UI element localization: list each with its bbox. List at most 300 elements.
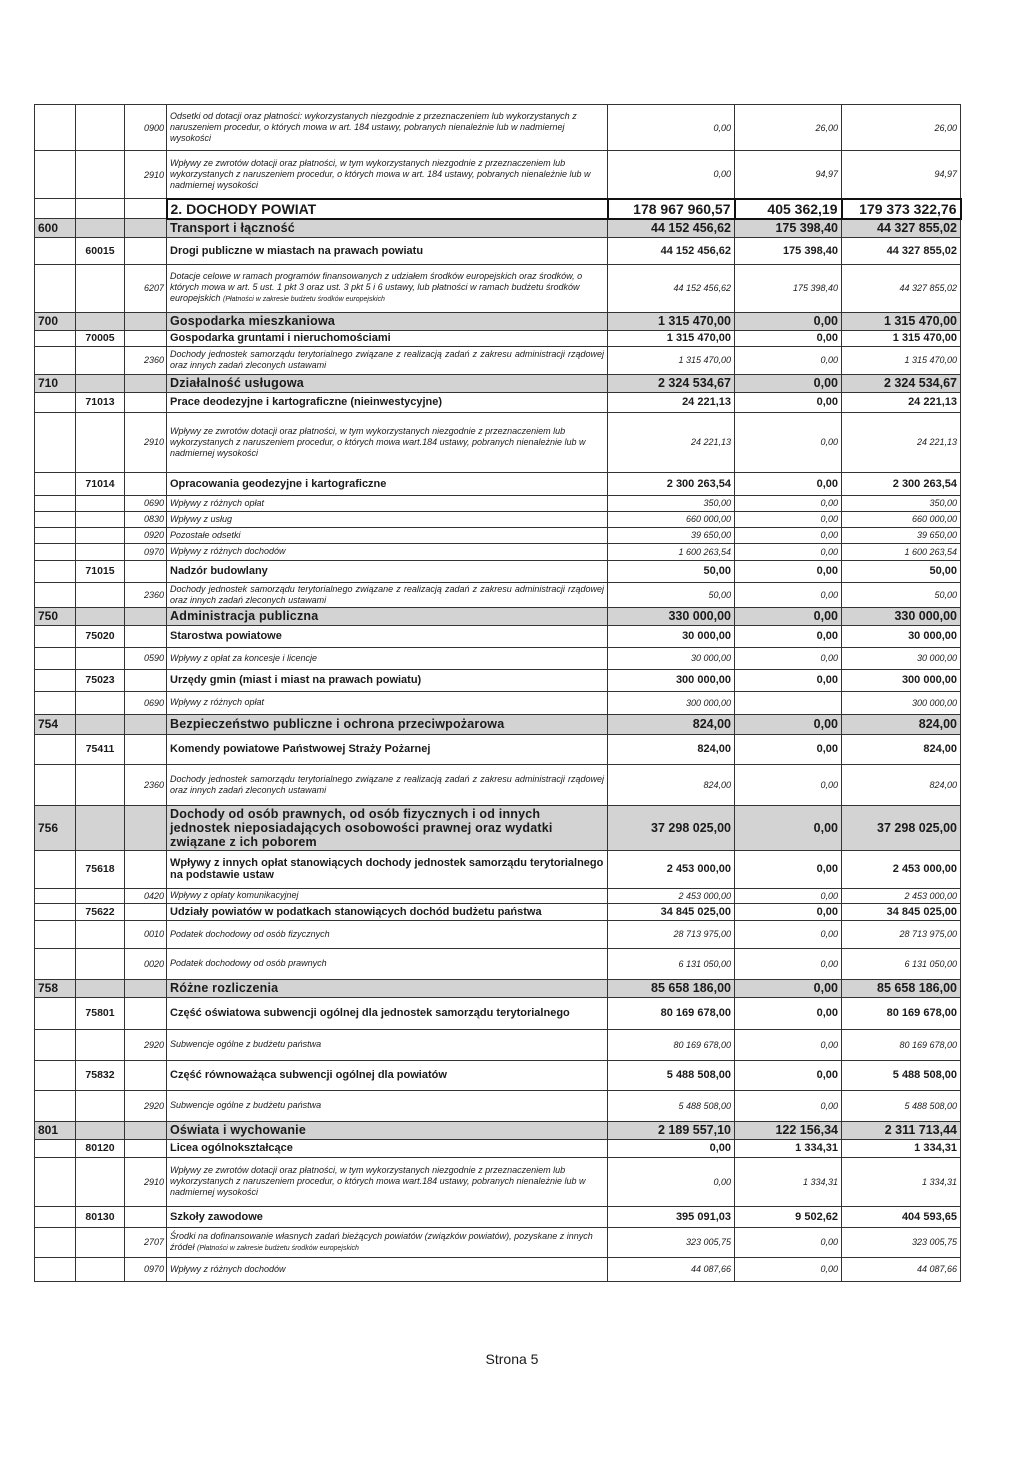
dzial-code [35, 312, 76, 330]
item-name [167, 1139, 608, 1157]
rozdzial-code-text: 75622 [85, 905, 115, 918]
paragraf-code-text: 2360 [143, 355, 164, 365]
dzial-code [35, 392, 76, 412]
after-change-value [842, 920, 961, 948]
change-value-text: 405 362,19 [767, 200, 838, 217]
plan-value-text: 1 315 470,00 [678, 355, 731, 365]
dzial-code [35, 669, 76, 691]
rozdzial-code [76, 511, 125, 527]
item-name-text: Wpływy z różnych opłat [170, 697, 265, 707]
item-name [167, 979, 608, 997]
rozdzial-code [76, 1060, 125, 1090]
change-value-text: 0,00 [816, 332, 838, 344]
change-value [735, 374, 842, 392]
paragraf-code [125, 625, 167, 647]
paragraf-code-text: 0020 [143, 958, 164, 969]
change-value [735, 714, 842, 734]
paragraf-code-text: 0590 [143, 653, 164, 663]
rozdzial-code [76, 888, 125, 903]
change-value-text: 9 502,62 [795, 1210, 838, 1223]
after-change-value [842, 607, 961, 625]
item-name [167, 392, 608, 412]
plan-value-text: 85 658 186,00 [651, 981, 731, 995]
item-name [167, 219, 608, 238]
plan-value [608, 948, 735, 979]
dzial-code [35, 346, 76, 374]
dzial-code [35, 412, 76, 472]
change-value-text: 0,00 [820, 589, 838, 600]
change-value [735, 920, 842, 948]
dzial-row [35, 312, 961, 330]
rozdzial-row [35, 669, 961, 691]
paragraf-row [35, 920, 961, 948]
plan-value-text: 2 189 557,10 [658, 1123, 731, 1137]
change-value-text: 0,00 [813, 717, 838, 731]
budget-document [34, 104, 957, 1282]
plan-value [608, 1060, 735, 1090]
change-value-text: 0,00 [816, 743, 838, 755]
budget-table [34, 104, 962, 1282]
after-change-value [842, 979, 961, 997]
after-change-value-text: 44 087,66 [916, 1264, 957, 1274]
change-value [735, 1060, 842, 1090]
rozdzial-code [76, 625, 125, 647]
change-value-text: 175 398,40 [782, 244, 838, 257]
change-value [735, 607, 842, 625]
plan-value [608, 669, 735, 691]
plan-value-text: 824,00 [692, 717, 731, 731]
paragraf-code [125, 151, 167, 199]
dzial-row [35, 805, 961, 850]
plan-value-text: 39 650,00 [690, 530, 731, 540]
paragraf-code-text: 0420 [143, 890, 164, 901]
dzial-code [35, 1227, 76, 1257]
paragraf-code [125, 1090, 167, 1121]
paragraf-code [125, 607, 167, 625]
plan-value [608, 1090, 735, 1121]
dzial-code [35, 903, 76, 920]
item-name-text: Opracowania geodezyjne i kartograficzne [170, 477, 387, 490]
after-change-value-text: 824,00 [923, 743, 957, 755]
after-change-value [842, 888, 961, 903]
rozdzial-row [35, 1206, 961, 1227]
plan-value-text: 178 967 960,57 [633, 200, 731, 217]
dzial-code-text: 710 [38, 376, 59, 390]
rozdzial-code [76, 495, 125, 511]
after-change-value-text: 1 600 263,54 [904, 546, 957, 557]
paragraf-row [35, 764, 961, 805]
item-name [167, 1090, 608, 1121]
dzial-row [35, 1121, 961, 1139]
rozdzial-code-text: 75801 [85, 1007, 115, 1019]
rozdzial-code [76, 850, 125, 888]
plan-value-text: 80 169 678,00 [660, 1007, 731, 1019]
change-value-text: 26,00 [815, 122, 838, 133]
rozdzial-code [76, 264, 125, 312]
after-change-value-text: 44 327 855,02 [877, 221, 957, 235]
change-value [735, 1227, 842, 1257]
after-change-value-text: 300 000,00 [901, 674, 957, 686]
change-value-text: 0,00 [813, 314, 838, 328]
item-name-text: Dochody jednostek samorządu terytorialnego związane z realizacją zadań z zakresu administracji rządowej oraz innych zadań zleconych ustawami [170, 349, 604, 370]
item-name [167, 607, 608, 625]
after-change-value [842, 582, 961, 607]
after-change-value [842, 997, 961, 1029]
rozdzial-code-text: 80130 [85, 1210, 115, 1223]
item-name-note: (Płatności w zakresie budżetu środków europejskich [223, 296, 385, 303]
paragraf-row [35, 691, 961, 714]
plan-value [608, 1227, 735, 1257]
plan-value-text: 395 091,03 [675, 1210, 731, 1223]
plan-value-text: 50,00 [708, 589, 731, 600]
dzial-code [35, 1090, 76, 1121]
item-name [167, 237, 608, 264]
item-name-text: Podatek dochodowy od osób prawnych [170, 958, 327, 968]
paragraf-code-text: 0920 [143, 530, 164, 540]
plan-value [608, 647, 735, 669]
change-value [735, 888, 842, 903]
rozdzial-code [76, 948, 125, 979]
after-change-value-text: 44 327 855,02 [886, 244, 957, 257]
plan-value [608, 625, 735, 647]
rozdzial-code [76, 669, 125, 691]
after-change-value-text: 350,00 [929, 498, 957, 508]
plan-value [608, 151, 735, 199]
plan-value-text: 30 000,00 [682, 630, 731, 642]
plan-value-text: 0,00 [713, 169, 731, 180]
paragraf-code [125, 219, 167, 238]
dzial-code [35, 511, 76, 527]
paragraf-code [125, 527, 167, 543]
paragraf-code [125, 392, 167, 412]
change-value-text: 0,00 [813, 609, 838, 623]
after-change-value [842, 151, 961, 199]
item-name-text: Część równoważąca subwencji ogólnej dla powiatów [170, 1069, 447, 1081]
plan-value [608, 997, 735, 1029]
plan-value-text: 44 152 456,62 [651, 221, 731, 235]
paragraf-row [35, 543, 961, 560]
paragraf-row [35, 647, 961, 669]
item-name-text: Wpływy z opłaty komunikacyjnej [170, 890, 299, 900]
item-name-text: Administracja publiczna [170, 609, 319, 623]
plan-value [608, 237, 735, 264]
item-name-text: Dotacje celowe w ramach programów finansowanych z udziałem środków europejskich oraz środków, o których mowa w art. 5 ust. 1 pkt 3 oraz ust. 3 pkt 5 i 6 ustawy, lub płatności w ramach budżetu środków europejskich [170, 271, 583, 303]
dzial-code [35, 330, 76, 346]
rozdzial-code [76, 764, 125, 805]
rozdzial-row [35, 903, 961, 920]
change-value-text: 0,00 [820, 546, 838, 557]
change-value-text: 0,00 [816, 1007, 838, 1019]
after-change-value [842, 1206, 961, 1227]
change-value-text: 122 156,34 [775, 1123, 838, 1137]
after-change-value [842, 543, 961, 560]
rozdzial-code [76, 346, 125, 374]
rozdzial-code [76, 1206, 125, 1227]
after-change-value [842, 850, 961, 888]
after-change-value [842, 495, 961, 511]
rozdzial-code [76, 1157, 125, 1206]
change-value-text: 0,00 [816, 630, 838, 642]
after-change-value-text: 2 311 713,44 [884, 1123, 957, 1137]
rozdzial-row [35, 560, 961, 582]
paragraf-code [125, 734, 167, 764]
item-name [167, 374, 608, 392]
change-value-text: 0,00 [820, 530, 838, 540]
dzial-code-text: 758 [38, 981, 59, 995]
plan-value-text: 34 845 025,00 [660, 905, 731, 918]
dzial-code-text: 750 [38, 609, 59, 623]
change-value [735, 527, 842, 543]
item-name-text: Bezpieczeństwo publiczne i ochrona przeciwpożarowa [170, 717, 505, 731]
change-value-text: 0,00 [820, 779, 838, 790]
change-value-text: 0,00 [820, 929, 838, 939]
paragraf-code [125, 647, 167, 669]
change-value [735, 734, 842, 764]
rozdzial-code-text: 75020 [85, 630, 115, 642]
after-change-value [842, 647, 961, 669]
change-value [735, 997, 842, 1029]
plan-value [608, 979, 735, 997]
item-name [167, 903, 608, 920]
paragraf-row [35, 412, 961, 472]
change-value [735, 560, 842, 582]
plan-value-text: 44 152 456,62 [673, 283, 731, 293]
plan-value [608, 346, 735, 374]
change-value [735, 805, 842, 850]
change-value [735, 1139, 842, 1157]
rozdzial-code-text: 75023 [85, 674, 115, 686]
after-change-value [842, 948, 961, 979]
paragraf-code [125, 1257, 167, 1281]
item-name-text: Subwencje ogólne z budżetu państwa [170, 1100, 322, 1110]
rozdzial-code [76, 714, 125, 734]
dzial-code [35, 1139, 76, 1157]
plan-value [608, 199, 735, 219]
dzial-code [35, 1121, 76, 1139]
change-value-text: 0,00 [820, 437, 838, 447]
change-value [735, 1029, 842, 1060]
after-change-value [842, 264, 961, 312]
rozdzial-code [76, 920, 125, 948]
item-name [167, 1060, 608, 1090]
change-value-text: 0,00 [820, 355, 838, 365]
after-change-value-text: 39 650,00 [916, 530, 957, 540]
change-value-text: 0,00 [816, 396, 838, 408]
dzial-code-text: 754 [38, 717, 59, 731]
item-name-text: Transport i łączność [170, 221, 295, 235]
item-name [167, 511, 608, 527]
after-change-value [842, 237, 961, 264]
item-name-text: Wpływy ze zwrotów dotacji oraz płatności, w tym wykorzystanych niezgodnie z przeznaczeniem lub wykorzystanych z naruszeniem procedur, o których mowa w art. 184 ustawy, pobranych nienależnie lub w nadmiernej wysokości [170, 157, 591, 190]
paragraf-code-text: 0970 [143, 1264, 164, 1274]
item-name-text: Wpływy z innych opłat stanowiących dochody jednostek samorządu terytorialnego na podstawie ustaw [170, 857, 604, 881]
paragraf-code [125, 312, 167, 330]
rozdzial-code [76, 527, 125, 543]
dzial-code-text: 801 [38, 1123, 59, 1137]
rozdzial-code [76, 903, 125, 920]
rozdzial-code [76, 647, 125, 669]
rozdzial-code-text: 75832 [85, 1069, 115, 1081]
rozdzial-code [76, 607, 125, 625]
paragraf-code [125, 560, 167, 582]
after-change-value [842, 346, 961, 374]
rozdzial-code [76, 582, 125, 607]
after-change-value-text: 1 334,31 [921, 1176, 957, 1187]
after-change-value-text: 24 221,13 [916, 437, 957, 447]
plan-value [608, 714, 735, 734]
item-name-text: Dochody jednostek samorządu terytorialnego związane z realizacją zadań z zakresu administracji rządowej oraz innych zadań zleconych ustawami [170, 773, 604, 795]
dzial-code [35, 997, 76, 1029]
item-name-note: (Płatności w zakresie budżetu środków europejskich [197, 1244, 359, 1252]
item-name-text: Wpływy ze zwrotów dotacji oraz płatności, w tym wykorzystanych niezgodnie z przeznaczeniem lub wykorzystanych z naruszeniem procedur, o których mowa wart.184 ustawy, pobranych nienależnie lub w nadmiernej wysokości [170, 425, 586, 458]
section-total-row [35, 199, 961, 219]
item-name-text: Komendy powiatowe Państwowej Straży Pożarnej [170, 743, 431, 755]
item-name [167, 888, 608, 903]
plan-value-text: 2 300 263,54 [666, 477, 731, 490]
change-value-text: 0,00 [820, 1100, 838, 1111]
item-name [167, 850, 608, 888]
paragraf-code-text: 2360 [143, 589, 164, 600]
paragraf-code [125, 199, 167, 219]
item-name-text: Działalność usługowa [170, 376, 304, 390]
paragraf-row [35, 264, 961, 312]
item-name [167, 1206, 608, 1227]
item-name [167, 1029, 608, 1060]
change-value-text: 0,00 [820, 1237, 838, 1247]
rozdzial-code [76, 997, 125, 1029]
dzial-code [35, 199, 76, 219]
after-change-value-text: 94,97 [934, 169, 957, 180]
plan-value [608, 1029, 735, 1060]
dzial-code [35, 1257, 76, 1281]
item-name [167, 625, 608, 647]
paragraf-code [125, 888, 167, 903]
rozdzial-row [35, 1060, 961, 1090]
item-name-text: Wpływy z różnych dochodów [170, 546, 286, 556]
plan-value [608, 888, 735, 903]
after-change-value [842, 1060, 961, 1090]
after-change-value-text: 2 324 534,67 [884, 376, 957, 390]
after-change-value [842, 412, 961, 472]
dzial-code [35, 1029, 76, 1060]
item-name [167, 948, 608, 979]
plan-value-text: 824,00 [697, 743, 731, 755]
after-change-value [842, 1121, 961, 1139]
item-name [167, 714, 608, 734]
rozdzial-code [76, 805, 125, 850]
plan-value-text: 37 298 025,00 [651, 820, 731, 835]
dzial-code [35, 527, 76, 543]
paragraf-code [125, 374, 167, 392]
paragraf-code [125, 997, 167, 1029]
after-change-value-text: 50,00 [934, 589, 957, 600]
after-change-value [842, 105, 961, 151]
after-change-value [842, 691, 961, 714]
rozdzial-code [76, 237, 125, 264]
after-change-value-text: 179 373 322,76 [859, 200, 957, 217]
paragraf-code-text: 2910 [143, 1176, 164, 1187]
plan-value-text: 660 000,00 [685, 514, 731, 524]
change-value [735, 312, 842, 330]
paragraf-code [125, 330, 167, 346]
item-name-text: 2. DOCHODY POWIAT [170, 200, 317, 217]
dzial-code [35, 264, 76, 312]
item-name-text: Licea ogólnokształcące [170, 1142, 293, 1154]
rozdzial-code [76, 1029, 125, 1060]
after-change-value [842, 511, 961, 527]
item-name-text: Odsetki od dotacji oraz płatności: wykorzystanych niezgodnie z przeznaczeniem lub wykorzystanych z naruszeniem procedur, o których mowa w art. 184 ustawy, pobranych nienależnie lub w nadmiernej wysokości [170, 111, 577, 143]
item-name [167, 264, 608, 312]
dzial-code [35, 948, 76, 979]
item-name-text: Dochody jednostek samorządu terytorialnego związane z realizacją zadań z zakresu administracji rządowej oraz innych zadań zleconych ustawami [170, 583, 604, 605]
change-value [735, 691, 842, 714]
dzial-code [35, 850, 76, 888]
rozdzial-code [76, 199, 125, 219]
item-name-text: Nadzór budowlany [170, 565, 268, 577]
dzial-code-text: 700 [38, 314, 59, 328]
change-value-text: 0,00 [820, 958, 838, 969]
after-change-value [842, 764, 961, 805]
paragraf-code-text: 0970 [143, 546, 164, 557]
plan-value [608, 392, 735, 412]
rozdzial-code [76, 1121, 125, 1139]
after-change-value [842, 625, 961, 647]
change-value-text: 0,00 [820, 1264, 838, 1274]
after-change-value [842, 312, 961, 330]
change-value-text: 0,00 [816, 863, 838, 875]
item-name [167, 805, 608, 850]
change-value [735, 903, 842, 920]
dzial-code [35, 560, 76, 582]
plan-value-text: 2 324 534,67 [658, 376, 731, 390]
change-value-text: 0,00 [816, 1069, 838, 1081]
change-value [735, 511, 842, 527]
plan-value [608, 543, 735, 560]
item-name-text: Dochody od osób prawnych, od osób fizycznych i od innych jednostek nieposiadających osobowości prawnej oraz wydatki związane z ich poborem [170, 806, 553, 849]
item-name [167, 330, 608, 346]
paragraf-code [125, 979, 167, 997]
after-change-value-text: 30 000,00 [916, 653, 957, 663]
item-name-text: Prace deodezyjne i kartograficzne (nieinwestycyjne) [170, 396, 443, 408]
plan-value [608, 582, 735, 607]
item-name [167, 647, 608, 669]
rozdzial-code-text: 60015 [85, 244, 115, 257]
paragraf-row [35, 1227, 961, 1257]
dzial-code [35, 1157, 76, 1206]
rozdzial-code-text: 80120 [85, 1142, 115, 1154]
plan-value-text: 30 000,00 [690, 653, 731, 663]
item-name-text: Gospodarka gruntami i nieruchomościami [170, 332, 391, 344]
after-change-value [842, 669, 961, 691]
after-change-value-text: 28 713 975,00 [899, 929, 957, 939]
change-value [735, 764, 842, 805]
change-value [735, 1090, 842, 1121]
dzial-code [35, 105, 76, 151]
change-value-text: 0,00 [820, 1039, 838, 1050]
dzial-code [35, 582, 76, 607]
rozdzial-code [76, 472, 125, 495]
rozdzial-code [76, 1257, 125, 1281]
plan-value-text: 5 488 508,00 [678, 1100, 731, 1111]
after-change-value [842, 472, 961, 495]
plan-value [608, 1157, 735, 1206]
change-value [735, 392, 842, 412]
paragraf-code [125, 850, 167, 888]
change-value [735, 582, 842, 607]
paragraf-row [35, 151, 961, 199]
dzial-code [35, 979, 76, 997]
change-value-text: 0,00 [816, 905, 838, 918]
